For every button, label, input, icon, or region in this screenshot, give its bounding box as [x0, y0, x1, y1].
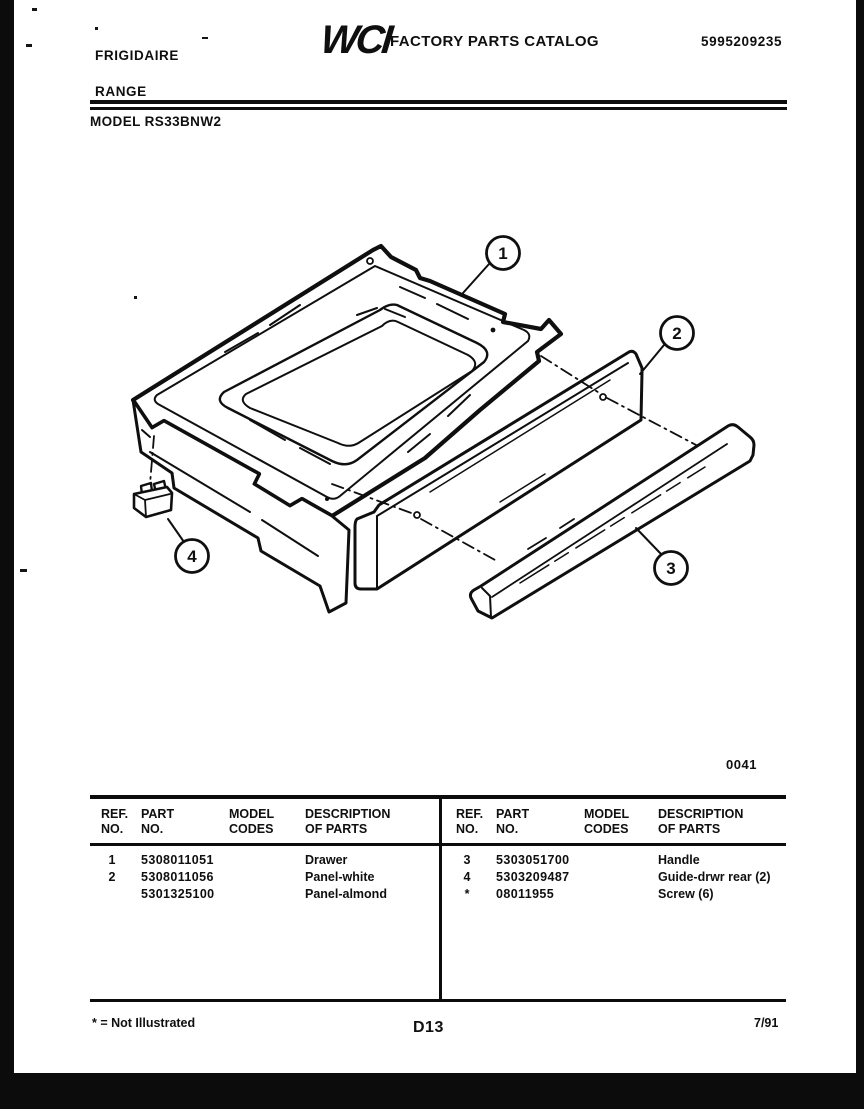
col-header-part: PART NO. [496, 807, 530, 836]
not-illustrated-note: * = Not Illustrated [92, 1016, 196, 1030]
table-cell-ref: 4 [463, 870, 471, 884]
brand-line1: FRIGIDAIRE [95, 48, 180, 63]
callout-3-label: 3 [666, 559, 676, 578]
table-border-top [90, 795, 786, 799]
table-cell-ref: 2 [108, 870, 116, 884]
publication-number: 5995209235 [701, 34, 783, 49]
guide-part [134, 481, 172, 517]
table-cell-part: 08011955 [496, 887, 555, 901]
table-cell-description: Panel-white [305, 870, 375, 884]
table-cell-description: Handle [658, 853, 700, 867]
col-header-codes: MODEL CODES [584, 807, 630, 836]
table-cell-part: 5303209487 [496, 870, 570, 884]
col-header-description: DESCRIPTION OF PARTS [305, 807, 391, 836]
page-code: D13 [413, 1019, 444, 1036]
catalog-title: FACTORY PARTS CATALOG [390, 33, 599, 50]
table-cell-description: Panel-almond [305, 887, 387, 901]
brand-line2: RANGE [95, 84, 147, 99]
table-cell-part: 5308011056 [141, 870, 214, 884]
table-cell-description: Guide-drwr rear (2) [658, 870, 771, 884]
figure-code: 0041 [726, 757, 757, 772]
model-number: MODEL RS33BNW2 [90, 114, 222, 129]
table-header-separator [90, 843, 786, 846]
wci-logo: WCI [318, 18, 393, 62]
screw-hole [491, 328, 496, 333]
table-cell-part: 5301325100 [141, 887, 215, 901]
table-border-bottom [90, 999, 786, 1002]
table-cell-part: 5308011051 [141, 853, 214, 867]
scan-edge-bottom [0, 1073, 864, 1109]
table-cell-ref: 1 [108, 853, 116, 867]
table-divider [439, 795, 442, 1002]
table-cell-description: Drawer [305, 853, 348, 867]
col-header-codes: MODEL CODES [229, 807, 275, 836]
table-cell-part: 5303051700 [496, 853, 570, 867]
callout-4-label: 4 [187, 547, 197, 566]
col-header-part: PART NO. [141, 807, 175, 836]
screw-hole [325, 497, 329, 501]
callout-1-label: 1 [498, 244, 508, 263]
table-cell-ref: * [464, 887, 470, 901]
revision-date: 7/91 [754, 1016, 779, 1030]
table-cell-description: Screw (6) [658, 887, 714, 901]
parts-table [90, 795, 786, 1003]
callout-2-label: 2 [672, 324, 682, 343]
col-header-ref: REF. NO. [101, 807, 129, 836]
col-header-ref: REF. NO. [456, 807, 484, 836]
col-header-description: DESCRIPTION OF PARTS [658, 807, 744, 836]
table-cell-ref: 3 [463, 853, 471, 867]
